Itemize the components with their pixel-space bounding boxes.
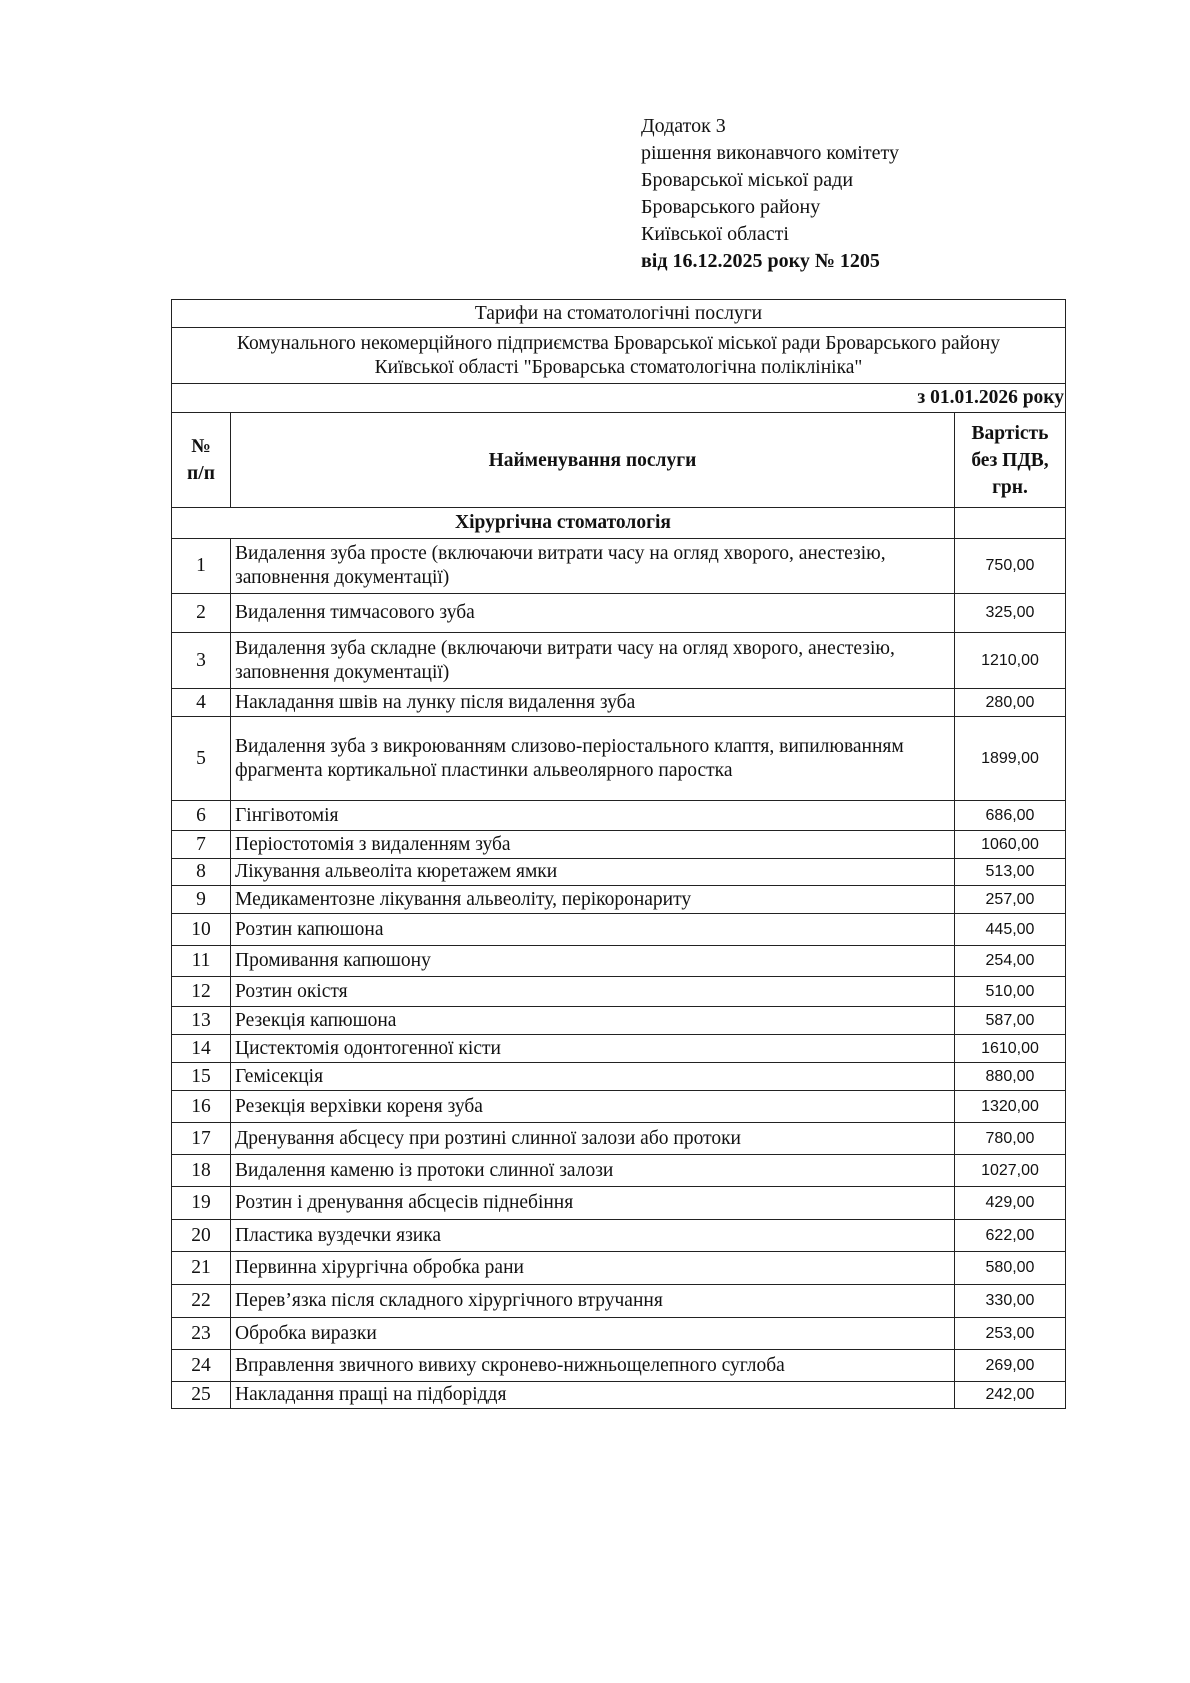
service-price: 750,00	[954, 539, 1065, 594]
row-number: 20	[172, 1220, 231, 1252]
table-row	[172, 831, 1066, 859]
column-header-service: Найменування послуги	[231, 413, 955, 508]
table-row	[172, 1035, 1066, 1063]
annex-line: Броварської міської ради	[641, 169, 854, 191]
service-price: 580,00	[954, 1252, 1065, 1285]
service-price: 622,00	[954, 1220, 1065, 1252]
service-name: Перев’язка після складного хірургічного втручання	[231, 1285, 955, 1318]
row-number: 24	[172, 1350, 231, 1382]
column-header-price-line: Вартість	[971, 422, 1049, 444]
service-name: Видалення тимчасового зуба	[231, 594, 955, 633]
row-number: 23	[172, 1318, 231, 1350]
column-header-price-line: без ПДВ,	[971, 449, 1049, 471]
service-price: 880,00	[954, 1063, 1065, 1091]
organization-name	[172, 328, 1066, 384]
service-price: 587,00	[954, 1007, 1065, 1035]
table-row	[172, 1155, 1066, 1187]
row-number: 14	[172, 1035, 231, 1063]
table-row	[172, 539, 1066, 594]
table-row	[172, 946, 1066, 977]
row-number: 22	[172, 1285, 231, 1318]
service-name: Резекція капюшона	[231, 1007, 955, 1035]
service-name: Розтин капюшона	[231, 914, 955, 946]
table-row	[172, 594, 1066, 633]
service-price: 330,00	[954, 1285, 1065, 1318]
tariff-table	[171, 299, 1066, 1409]
service-name: Накладання швів на лунку після видалення зуба	[231, 689, 955, 717]
service-name: Видалення зуба з викроюванням слизово-періостального клаптя, випилюванням фрагмента кортикальної пластинки альвеолярного паростка	[231, 717, 955, 801]
service-name: Періостотомія з видаленням зуба	[231, 831, 955, 859]
table-row	[172, 1007, 1066, 1035]
service-name: Пластика вуздечки язика	[231, 1220, 955, 1252]
row-number: 11	[172, 946, 231, 977]
service-price: 1320,00	[954, 1091, 1065, 1123]
service-price: 686,00	[954, 801, 1065, 831]
service-name: Резекція верхівки кореня зуба	[231, 1091, 955, 1123]
service-name: Обробка виразки	[231, 1318, 955, 1350]
service-name: Дренування абсцесу при розтині слинної залози або протоки	[231, 1123, 955, 1155]
table-row	[172, 859, 1066, 886]
column-header-row	[172, 413, 1066, 508]
service-name: Лікування альвеоліта кюретажем ямки	[231, 859, 955, 886]
service-price: 510,00	[954, 977, 1065, 1007]
row-number: 13	[172, 1007, 231, 1035]
service-price: 1060,00	[954, 831, 1065, 859]
service-name: Вправлення звичного вивиху скронево-нижньощелепного суглоба	[231, 1350, 955, 1382]
organization-row	[172, 328, 1066, 384]
annex-line: Броварського району	[641, 196, 821, 218]
effective-date: з 01.01.2026 року	[172, 384, 1066, 413]
row-number: 17	[172, 1123, 231, 1155]
table-row	[172, 633, 1066, 689]
column-header-number-line: п/п	[187, 463, 215, 484]
service-price: 257,00	[954, 886, 1065, 914]
row-number: 5	[172, 717, 231, 801]
service-name: Видалення зуба просте (включаючи витрати часу на огляд хворого, анестезію, заповнення документації)	[231, 539, 955, 594]
table-row	[172, 1091, 1066, 1123]
service-price: 254,00	[954, 946, 1065, 977]
table-row	[172, 717, 1066, 801]
service-name: Первинна хірургічна обробка рани	[231, 1252, 955, 1285]
table-row	[172, 1382, 1066, 1409]
service-name: Розтин окістя	[231, 977, 955, 1007]
service-price: 253,00	[954, 1318, 1065, 1350]
decision-reference: від 16.12.2025 року № 1205	[641, 250, 880, 272]
table-row	[172, 1187, 1066, 1220]
row-number: 1	[172, 539, 231, 594]
service-price: 269,00	[954, 1350, 1065, 1382]
annex-header	[641, 113, 899, 275]
service-name: Гемісекція	[231, 1063, 955, 1091]
service-price: 242,00	[954, 1382, 1065, 1409]
service-price: 325,00	[954, 594, 1065, 633]
table-row	[172, 1318, 1066, 1350]
section-title: Хірургічна стоматологія	[172, 508, 955, 539]
table-title-row	[172, 300, 1066, 328]
service-name: Розтин і дренування абсцесів піднебіння	[231, 1187, 955, 1220]
row-number: 18	[172, 1155, 231, 1187]
section-price-empty	[954, 508, 1065, 539]
annex-line: Додаток 3	[641, 115, 726, 137]
section-row	[172, 508, 1066, 539]
row-number: 4	[172, 689, 231, 717]
row-number: 8	[172, 859, 231, 886]
service-price: 1210,00	[954, 633, 1065, 689]
table-row	[172, 801, 1066, 831]
service-price: 513,00	[954, 859, 1065, 886]
column-header-price	[954, 413, 1065, 508]
service-price: 280,00	[954, 689, 1065, 717]
row-number: 2	[172, 594, 231, 633]
service-name: Промивання капюшону	[231, 946, 955, 977]
row-number: 6	[172, 801, 231, 831]
service-price: 1027,00	[954, 1155, 1065, 1187]
table-row	[172, 689, 1066, 717]
service-price: 780,00	[954, 1123, 1065, 1155]
table-row	[172, 1350, 1066, 1382]
service-price: 429,00	[954, 1187, 1065, 1220]
row-number: 12	[172, 977, 231, 1007]
annex-line: Київської області	[641, 223, 789, 245]
row-number: 10	[172, 914, 231, 946]
table-row	[172, 914, 1066, 946]
service-name: Видалення каменю із протоки слинної залози	[231, 1155, 955, 1187]
service-name: Медикаментозне лікування альвеоліту, перікоронариту	[231, 886, 955, 914]
table-row	[172, 977, 1066, 1007]
row-number: 9	[172, 886, 231, 914]
row-number: 25	[172, 1382, 231, 1409]
column-header-price-line: грн.	[992, 476, 1028, 498]
organization-line: Комунального некомерційного підприємства Броварської міської ради Броварського району	[236, 332, 1001, 354]
table-row	[172, 1063, 1066, 1091]
row-number: 7	[172, 831, 231, 859]
column-header-number-line: №	[191, 436, 211, 457]
annex-line: рішення виконавчого комітету	[641, 142, 899, 164]
service-price: 445,00	[954, 914, 1065, 946]
table-row	[172, 1252, 1066, 1285]
effective-date-row	[172, 384, 1066, 413]
organization-line: Київської області "Броварська стоматологічна поліклініка"	[374, 356, 863, 378]
table-row	[172, 1285, 1066, 1318]
table-row	[172, 1220, 1066, 1252]
service-price: 1899,00	[954, 717, 1065, 801]
table-row	[172, 1123, 1066, 1155]
row-number: 3	[172, 633, 231, 689]
row-number: 21	[172, 1252, 231, 1285]
row-number: 15	[172, 1063, 231, 1091]
row-number: 19	[172, 1187, 231, 1220]
service-name: Накладання пращі на підборіддя	[231, 1382, 955, 1409]
row-number: 16	[172, 1091, 231, 1123]
column-header-number	[172, 413, 231, 508]
service-name: Гінгівотомія	[231, 801, 955, 831]
table-title: Тарифи на стоматологічні послуги	[172, 300, 1066, 328]
table-row	[172, 886, 1066, 914]
service-name: Цистектомія одонтогенної кісти	[231, 1035, 955, 1063]
service-name: Видалення зуба складне (включаючи витрати часу на огляд хворого, анестезію, заповнення документації)	[231, 633, 955, 689]
service-price: 1610,00	[954, 1035, 1065, 1063]
